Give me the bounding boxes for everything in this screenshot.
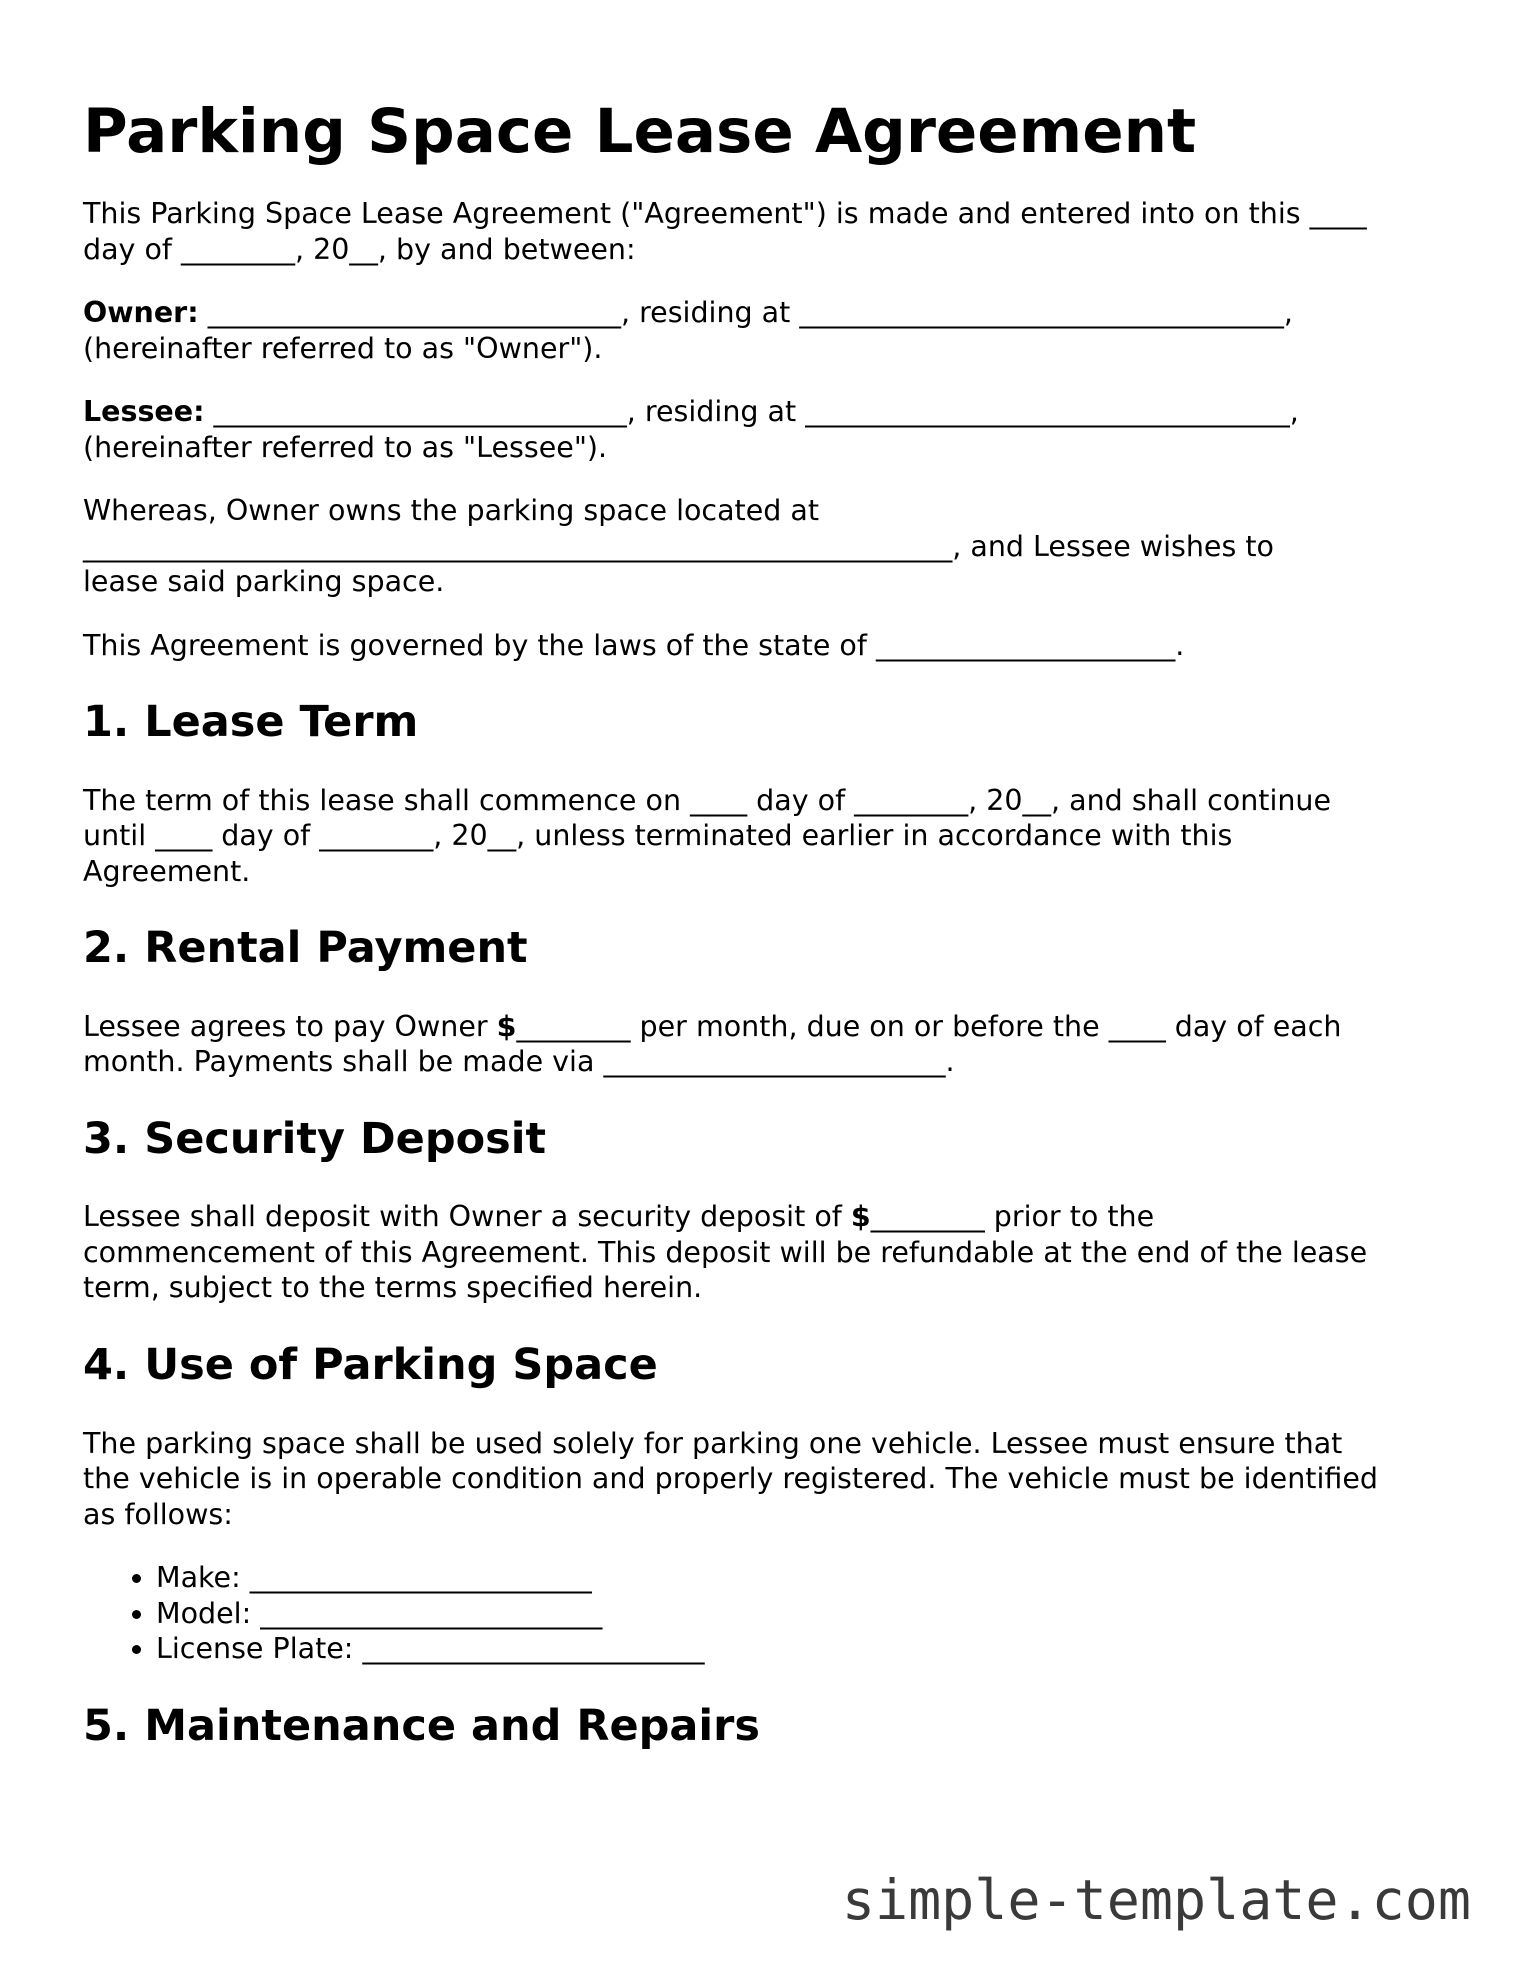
lease-term-line: The term of this lease shall commence on ____ day of ________, 20__, and shall continue bbox=[83, 783, 1332, 817]
intro-line: day of ________, 20__, by and between: bbox=[83, 232, 636, 266]
security-deposit-text: Lessee shall deposit with Owner a security deposit of bbox=[83, 1200, 851, 1234]
owner-blank-text: _____________________________, residing at __________________________________, bbox=[198, 296, 1293, 330]
security-deposit-line: commencement of this Agreement. This deposit will be refundable at the end of the lease bbox=[83, 1235, 1368, 1269]
vehicle-details-list bbox=[83, 1560, 1443, 1667]
whereas-line: Whereas, Owner owns the parking space located at bbox=[83, 494, 820, 528]
dollar-sign: $ bbox=[850, 1200, 871, 1234]
use-of-space-paragraph bbox=[83, 1426, 1443, 1533]
use-of-space-line: as follows: bbox=[83, 1497, 233, 1531]
rental-payment-text: ________ per month, due on or before the ____ day of each bbox=[516, 1009, 1342, 1043]
section-heading-security-deposit: 3. Security Deposit bbox=[83, 1113, 547, 1164]
watermark: simple-template.com bbox=[841, 1868, 1471, 1932]
security-deposit-line: term, subject to the terms specified herein. bbox=[83, 1271, 703, 1305]
document-page bbox=[83, 95, 1443, 1786]
use-of-space-line: the vehicle is in operable condition and properly registered. The vehicle must be identified bbox=[83, 1462, 1378, 1496]
section-heading-lease-term: 1. Lease Term bbox=[83, 697, 419, 748]
rental-payment-line bbox=[83, 1009, 1443, 1045]
lease-term-line: until ____ day of ________, 20__, unless terminated earlier in accordance with this bbox=[83, 819, 1233, 853]
dollar-sign: $ bbox=[496, 1009, 517, 1043]
intro-line: This Parking Space Lease Agreement ("Agreement") is made and entered into on this ____ bbox=[83, 197, 1367, 231]
whereas-paragraph bbox=[83, 493, 1443, 600]
rental-payment-line: month. Payments shall be made via ________________________. bbox=[83, 1045, 955, 1079]
lease-term-line: Agreement. bbox=[83, 854, 251, 888]
security-deposit-text: ________ prior to the bbox=[870, 1200, 1155, 1234]
security-deposit-paragraph bbox=[83, 1199, 1443, 1306]
governing-law-line: This Agreement is governed by the laws of the state of _____________________. bbox=[83, 628, 1185, 662]
owner-label: Owner: bbox=[83, 296, 199, 330]
section-heading-rental-payment: 2. Rental Payment bbox=[83, 923, 528, 974]
lessee-line: (hereinafter referred to as "Lessee"). bbox=[83, 430, 608, 464]
lessee-paragraph bbox=[83, 394, 1443, 465]
use-of-space-line: The parking space shall be used solely for parking one vehicle. Lessee must ensure that bbox=[83, 1426, 1343, 1460]
whereas-line: lease said parking space. bbox=[83, 565, 445, 599]
lease-term-paragraph bbox=[83, 783, 1443, 890]
list-item-make: • Make: ________________________ bbox=[156, 1560, 1443, 1596]
owner-line: (hereinafter referred to as "Owner"). bbox=[83, 331, 603, 365]
lessee-blank-text: _____________________________, residing at __________________________________, bbox=[204, 395, 1299, 429]
lessee-label: Lessee: bbox=[83, 395, 205, 429]
security-deposit-line bbox=[83, 1199, 1443, 1235]
list-item-model: • Model: ________________________ bbox=[156, 1596, 1443, 1632]
section-heading-use-of-space: 4. Use of Parking Space bbox=[83, 1339, 658, 1390]
governing-law-paragraph bbox=[83, 628, 1443, 664]
owner-paragraph bbox=[83, 295, 1443, 366]
intro-paragraph bbox=[83, 196, 1443, 267]
whereas-line: _____________________________________________________________, and Lessee wishes to bbox=[83, 529, 1274, 563]
section-heading-maintenance: 5. Maintenance and Repairs bbox=[83, 1700, 760, 1751]
rental-payment-paragraph bbox=[83, 1009, 1443, 1080]
rental-payment-text: Lessee agrees to pay Owner bbox=[83, 1009, 497, 1043]
document-title: Parking Space Lease Agreement bbox=[83, 96, 1197, 167]
lessee-line bbox=[83, 394, 1443, 430]
owner-line bbox=[83, 295, 1443, 331]
list-item-license-plate: • License Plate: ________________________ bbox=[156, 1631, 1443, 1667]
